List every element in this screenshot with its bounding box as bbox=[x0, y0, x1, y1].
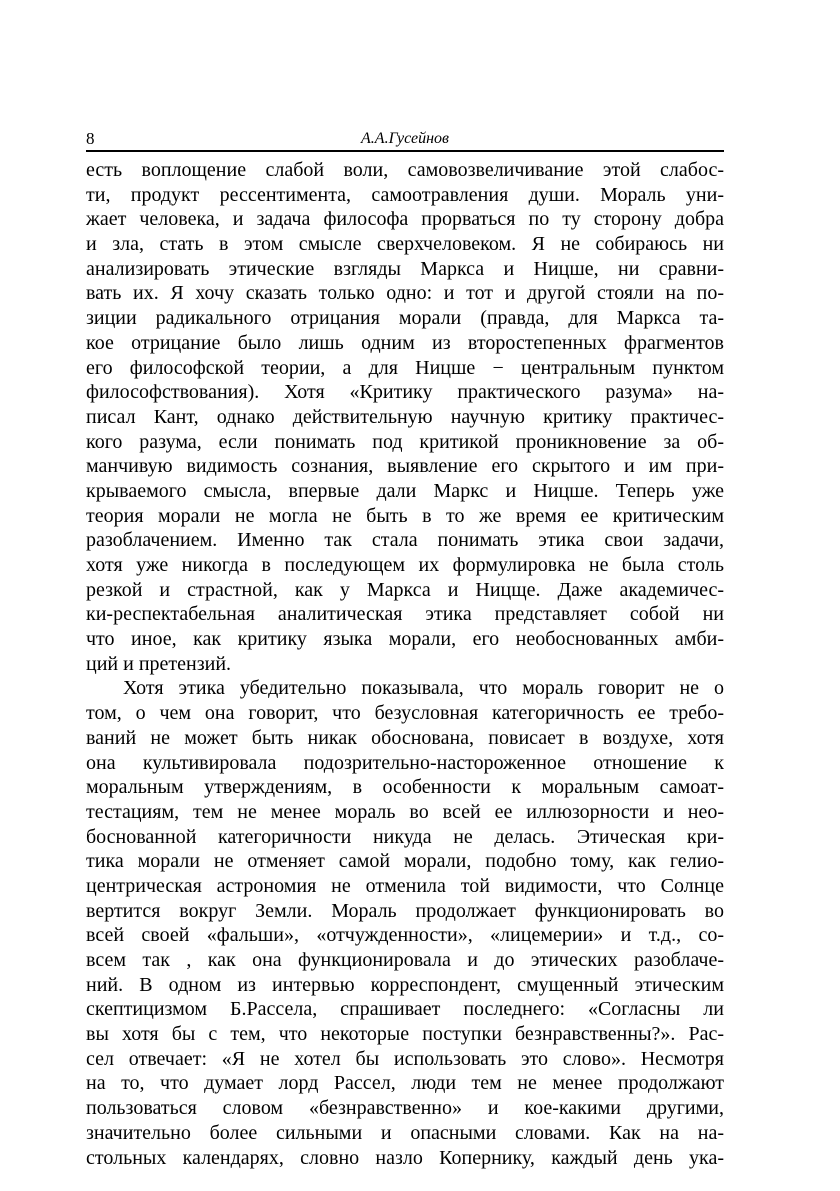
text-line: разоблачением. Именно так стала понимать этика свои задачи, bbox=[86, 529, 724, 552]
text-line: сел отвечает: «Я не хотел бы использовать это слово». Несмотря bbox=[86, 1047, 724, 1070]
text-line: ти, продукт рессентимента, самоотравления души. Мораль уни- bbox=[86, 183, 724, 206]
text-line: значительно более сильными и опасными словами. Как на на- bbox=[86, 1121, 724, 1144]
text-line: Хотя этика убедительно показывала, что мораль говорит не о bbox=[123, 677, 724, 700]
text-line: вать их. Я хочу сказать только одно: и тот и другой стояли на по- bbox=[86, 282, 724, 305]
text-line: кое отрицание было лишь одним из второстепенных фрагментов bbox=[86, 331, 724, 354]
text-line: вертится вокруг Земли. Мораль продолжает функционировать во bbox=[86, 899, 724, 922]
text-line: моральным утверждениям, в особенности к моральным самоат- bbox=[86, 776, 724, 799]
text-line: она культивировала подозрительно-настороженное отношение к bbox=[86, 751, 724, 774]
page-number: 8 bbox=[86, 129, 95, 148]
text-line: и зла, стать в этом смысле сверхчеловеком. Я не собираюсь ни bbox=[86, 233, 724, 256]
document-page bbox=[86, 128, 724, 1170]
text-line: всей своей «фальши», «отчужденности», «лицемерии» и т.д., со- bbox=[86, 924, 724, 947]
text-line: том, о чем она говорит, что безусловная категоричность ее требо- bbox=[86, 702, 724, 725]
text-line: хотя уже никогда в последующем их формулировка не была столь bbox=[86, 554, 724, 576]
body-text bbox=[86, 158, 724, 1170]
text-line: ваний не может быть никак обоснована, повисает в воздухе, хотя bbox=[86, 726, 724, 749]
paragraph bbox=[86, 158, 724, 676]
text-line: ний. В одном из интервью корреспондент, смущенный этическим bbox=[86, 973, 724, 996]
text-line: есть воплощение слабой воли, самовозвеличивание этой слабос- bbox=[86, 159, 724, 181]
text-line: центрическая астрономия не отменила той видимости, что Солнце bbox=[86, 874, 724, 897]
text-line: стольных календарях, словно назло Копернику, каждый день ука- bbox=[86, 1146, 724, 1169]
text-line: пользоваться словом «безнравственно» и кое-какими другими, bbox=[86, 1097, 724, 1120]
text-line: резкой и страстной, как у Маркса и Ницще. Даже академичес- bbox=[86, 578, 724, 601]
text-line: философствования). Хотя «Критику практического разума» на- bbox=[86, 381, 724, 404]
text-line: его философской теории, а для Ницше − центральным пунктом bbox=[86, 356, 724, 379]
text-line: теория морали не могла не быть в то же время ее критическим bbox=[86, 504, 724, 527]
page-header bbox=[86, 128, 724, 152]
running-title-author: А.А.Гусейнов bbox=[361, 130, 449, 147]
text-line: жает человека, и задача философа прорваться по ту сторону добра bbox=[86, 208, 724, 231]
text-line: скептицизмом Б.Рассела, спрашивает последнего: «Согласны ли bbox=[86, 998, 724, 1021]
text-line: на то, что думает лорд Рассел, люди тем не менее продолжают bbox=[86, 1072, 724, 1095]
text-line: анализировать этические взгляды Маркса и Ницше, ни сравни- bbox=[86, 257, 724, 280]
text-line: тика морали не отменяет самой морали, подобно тому, как гелио- bbox=[86, 850, 724, 873]
text-line: что иное, как критику языка морали, его необоснованных амби- bbox=[86, 628, 724, 651]
text-line: крываемого смысла, впервые дали Маркс и Ницше. Теперь уже bbox=[86, 479, 724, 502]
text-line: тестациям, тем не менее мораль во всей ее иллюзорности и нео- bbox=[86, 800, 724, 823]
text-line: вы хотя бы с тем, что некоторые поступки безнравственны?». Рас- bbox=[86, 1023, 724, 1046]
text-line: писал Кант, однако действительную научную критику практичес- bbox=[86, 405, 724, 428]
text-line: ки-респектабельная аналитическая этика представляет собой ни bbox=[86, 603, 724, 626]
text-line: всем так , как она функционировала и до этических разоблаче- bbox=[86, 949, 724, 971]
text-line: боснованной категоричности никуда не делась. Этическая кри- bbox=[86, 825, 724, 848]
text-line: кого разума, если понимать под критикой проникновение за об- bbox=[86, 430, 724, 453]
paragraph bbox=[86, 676, 724, 1170]
text-line: ций и претензий. bbox=[86, 652, 232, 675]
text-line: манчивую видимость сознания, выявление его скрытого и им при- bbox=[86, 455, 724, 478]
text-line: зиции радикального отрицания морали (правда, для Маркса та- bbox=[86, 307, 724, 330]
